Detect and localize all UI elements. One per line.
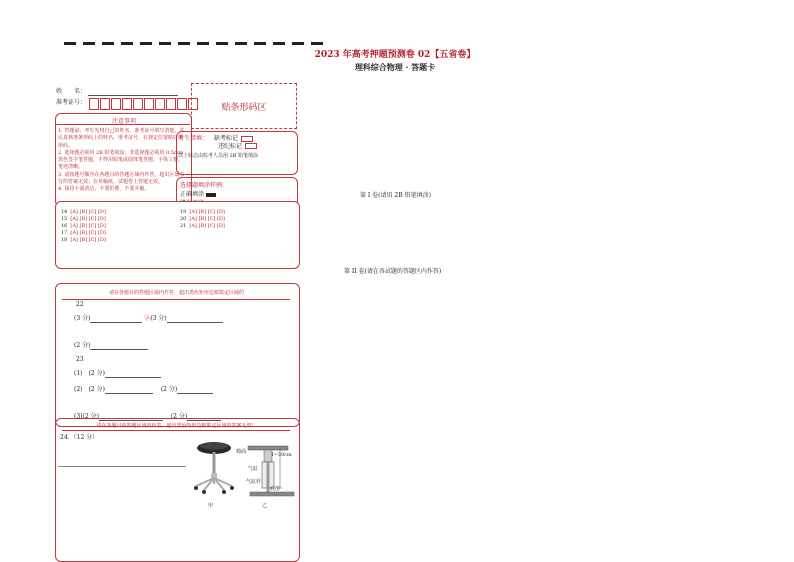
q24-number: 24．（12 分） xyxy=(60,434,99,441)
violation-checkbox[interactable] xyxy=(245,143,257,149)
name-row xyxy=(56,88,178,96)
q24-notice: 请在各题目的答题区域内作答，超出黑色矩形边框限定区域的答案无效！ xyxy=(96,423,257,429)
fig2-caption: 乙 xyxy=(262,503,268,509)
barcode-area: 贴条形码区 xyxy=(191,83,297,129)
q22-divider xyxy=(62,299,290,300)
q22-q23-box xyxy=(55,283,300,427)
violation-label: 违纪标记 xyxy=(218,142,243,150)
exam-mark xyxy=(178,135,296,159)
choice-row[interactable]: 15 [A] [B] [C] [D] xyxy=(61,216,106,222)
choice-row[interactable]: 18 [A] [B] [C] [D] xyxy=(61,237,106,243)
answer-line[interactable] xyxy=(105,393,153,394)
note-item: 1. 答题前，考生先将自己的姓名、准考证号填写清楚，并认真核准条形码上的姓名、准考证号，在规定位置贴好条形码。 xyxy=(58,128,185,149)
page-subtitle: 理科综合物理 · 答题卡 xyxy=(354,62,436,72)
name-field[interactable] xyxy=(88,95,178,96)
fig2-label-dim: l=30cm xyxy=(272,452,292,458)
choice-row[interactable]: 19 [A] [B] [C] [D] xyxy=(180,209,225,215)
notes-divider xyxy=(56,124,190,125)
q22-line1: (3 分) ②(3 分) xyxy=(74,315,223,323)
circle-number: ② xyxy=(144,315,151,322)
correct-fill-label: 正确填涂 xyxy=(180,191,205,198)
page-title: 2023 年高考押题预测卷 02【五省卷】 xyxy=(314,50,476,60)
q23-line1: (1) (2 分) xyxy=(74,370,161,378)
exam-mark-note: 以上标志由监考人员用 2B 铅笔填涂 xyxy=(178,152,259,159)
note-item: 2. 选择题必须用 2B 铅笔填涂；非选择题必须用 0.5mm 黑色签字笔答题，不得用铅笔或圆珠笔答题；字体工整、笔迹清晰。 xyxy=(58,149,184,171)
section1-label: 第 I 卷(请用 2B 铅笔填涂) xyxy=(360,192,431,199)
note-item: 3. 请按题号顺序在各题目的答题区域内作答，超出区域书写的答案无效；在草稿纸、试题卷上答题无效。 xyxy=(58,171,185,185)
stool-figure xyxy=(190,440,238,500)
q23-line2: (2) (2 分) (2 分) xyxy=(74,386,213,394)
fill-example-label: 选择题填涂样例： xyxy=(180,182,229,189)
fig2-label-spring: 气缸杆 xyxy=(246,479,262,485)
answer-line[interactable] xyxy=(177,393,213,394)
q24-divider xyxy=(62,430,290,431)
answer-line[interactable] xyxy=(167,322,223,323)
notes-heading: 注意事项 xyxy=(111,118,136,125)
exam-id-cells[interactable] xyxy=(89,98,199,110)
note-item: 4. 保持卡面清洁，不要折叠、不要弄破。 xyxy=(58,186,150,192)
cut-line xyxy=(64,42,323,45)
notes-list xyxy=(58,128,186,193)
q23-number: 23 xyxy=(76,356,84,363)
answer-line[interactable] xyxy=(58,466,186,467)
answer-line[interactable] xyxy=(90,322,142,323)
absent-checkbox[interactable] xyxy=(241,136,253,142)
absent-label: 缺考标记 xyxy=(213,135,238,142)
answer-line[interactable] xyxy=(90,349,148,350)
name-label: 姓 名： xyxy=(56,88,87,95)
fig2-label-cylinder: 气缸 xyxy=(248,466,259,472)
fig2-label-top: 椅面 xyxy=(236,449,247,455)
choice-row[interactable]: 21 [A] [B] [C] [D] xyxy=(180,223,225,229)
q22-line2: (2 分) xyxy=(74,342,148,350)
exam-mark-label: 考生禁填： xyxy=(178,135,209,142)
choice-row[interactable]: 17 [A] [B] [C] [D] xyxy=(61,230,106,236)
choice-row[interactable]: 14 [A] [B] [C] [D] xyxy=(61,209,106,215)
q22-number: 22 xyxy=(76,301,84,308)
fig1-caption: 甲 xyxy=(208,503,214,509)
correct-fill-icon xyxy=(206,193,216,197)
q23-line3: (3)(2 分) (2 分) xyxy=(74,413,221,421)
choice-row[interactable]: 20 [A] [B] [C] [D] xyxy=(180,216,225,222)
q22-notice: 请在各题目的答题区域内作答，超出黑色矩形边框限定区域的 xyxy=(108,290,244,296)
choice-row[interactable]: 16 [A] [B] [C] [D] xyxy=(61,223,106,229)
section2-label: 第 II 卷(请在各试题的答题区内作答) xyxy=(344,268,442,275)
fig2-label-base: 底座 xyxy=(270,486,281,492)
answer-line[interactable] xyxy=(105,377,161,378)
exam-id-label: 准考证号： xyxy=(56,99,87,106)
